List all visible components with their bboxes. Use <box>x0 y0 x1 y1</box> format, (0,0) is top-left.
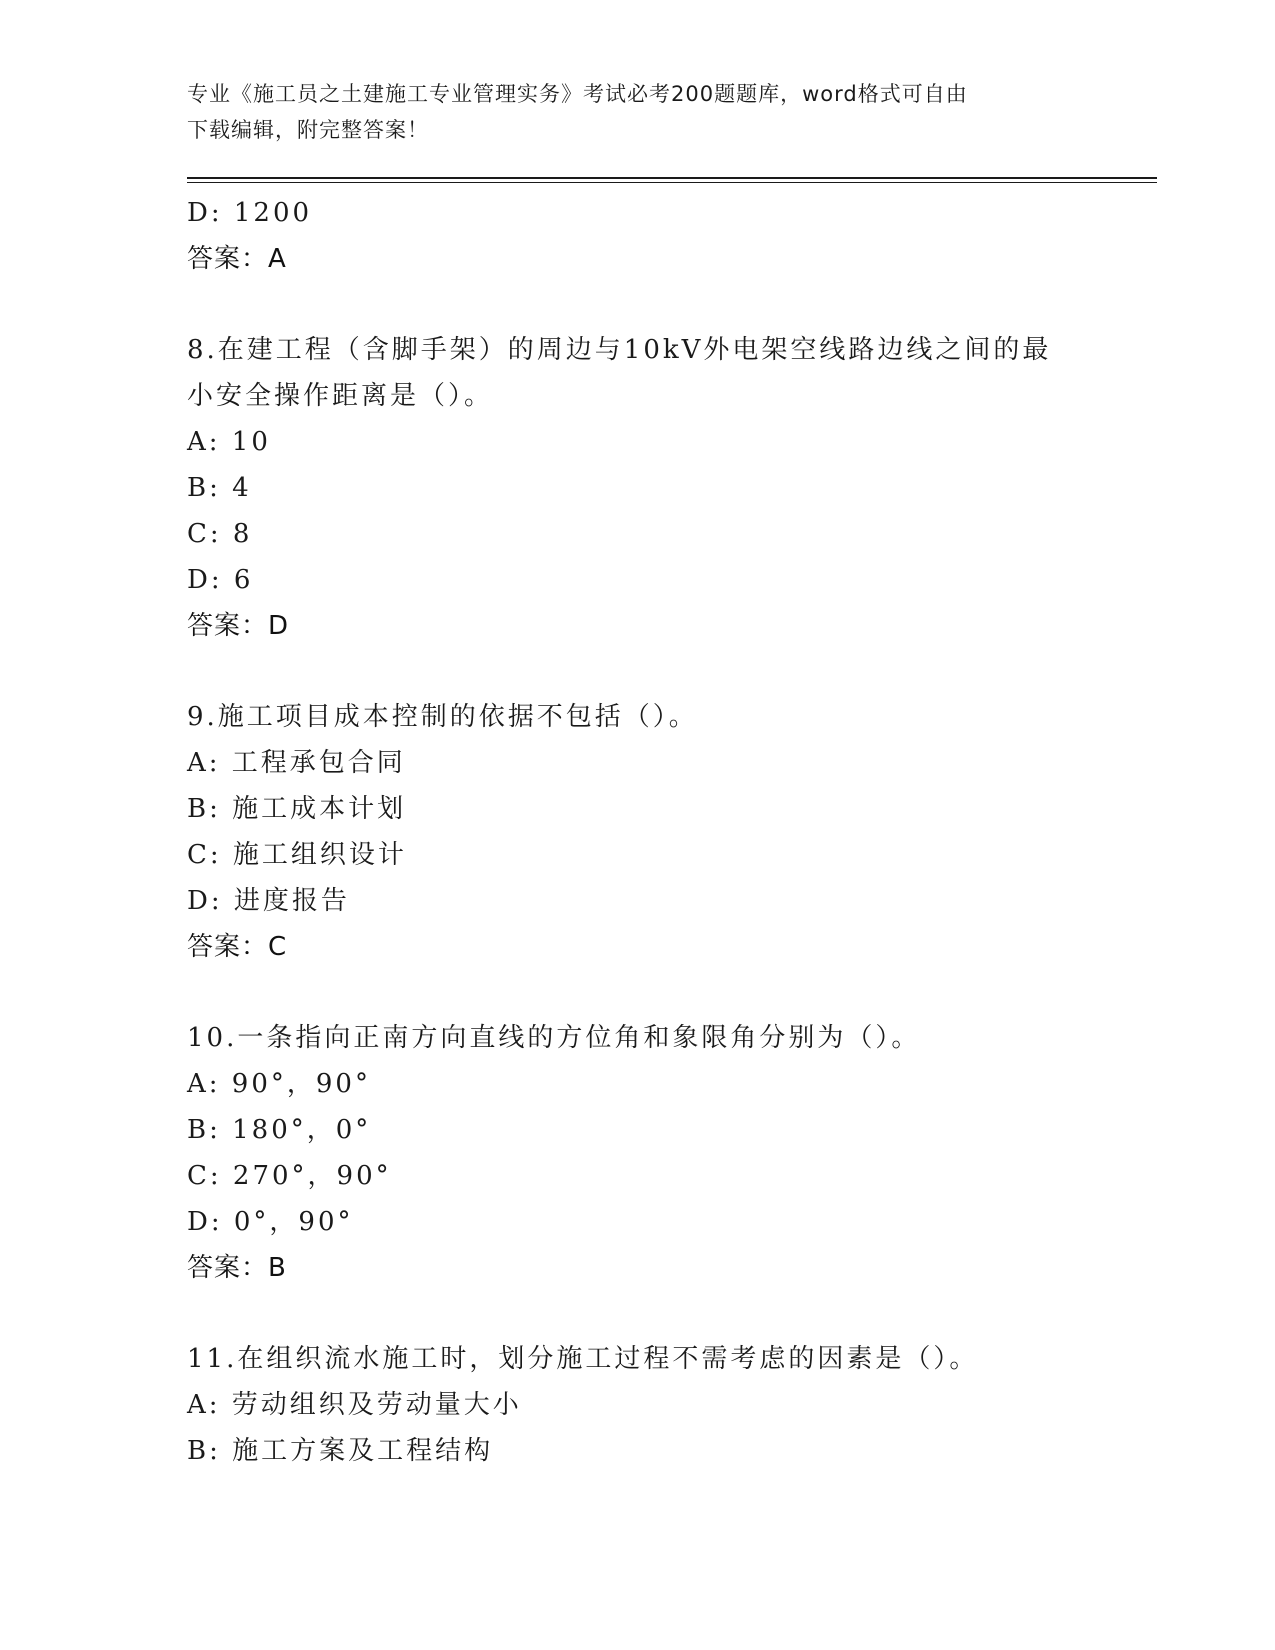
option-d: D: 进度报告 <box>187 886 350 916</box>
answer-line: 答案：B <box>187 1253 287 1283</box>
option-a: A: 劳动组织及劳动量大小 <box>187 1390 522 1420</box>
option-b: B: 4 <box>187 473 252 503</box>
question-list <box>187 190 1087 1474</box>
option-b: B: 180°，0° <box>187 1115 372 1145</box>
option-d: D: 0°，90° <box>187 1207 354 1237</box>
question-stem: 9.施工项目成本控制的依据不包括（）。 <box>187 702 698 732</box>
question-8 <box>187 327 1087 649</box>
question-11 <box>187 1336 1087 1474</box>
option-c: C: 施工组织设计 <box>187 840 407 870</box>
option-b: B: 施工成本计划 <box>187 794 407 824</box>
question-stem: 11.在组织流水施工时，划分施工过程不需考虑的因素是（）。 <box>187 1344 979 1374</box>
header-rule-thick <box>187 177 1157 179</box>
option-c: C: 8 <box>187 519 253 549</box>
answer-line: 答案：C <box>187 932 288 962</box>
question-stem: 10.一条指向正南方向直线的方位角和象限角分别为（）。 <box>187 1023 921 1053</box>
option-d: D: 6 <box>187 565 254 595</box>
answer-line: 答案：D <box>187 611 290 641</box>
option-a: A: 10 <box>187 427 271 457</box>
question-stem: 8.在建工程（含脚手架）的周边与10kV外电架空线路边线之间的最小安全操作距离是（）。 <box>187 335 1052 411</box>
option-b: B: 施工方案及工程结构 <box>187 1436 494 1466</box>
header-rule-thin <box>187 182 1157 183</box>
header-line-1: 专业《施工员之土建施工专业管理实务》考试必考200题题库，word格式可自由 <box>187 82 968 106</box>
answer-line: 答案：A <box>187 244 287 274</box>
header-line-2: 下载编辑，附完整答案！ <box>187 118 429 142</box>
document-header <box>187 76 1087 148</box>
option-a: A: 工程承包合同 <box>187 748 406 778</box>
option-c: C: 270°，90° <box>187 1161 392 1191</box>
question-9 <box>187 694 1087 970</box>
option-d: D: 1200 <box>187 198 313 228</box>
option-a: A: 90°，90° <box>187 1069 371 1099</box>
question-10 <box>187 1015 1087 1291</box>
previous-question-tail <box>187 190 1087 282</box>
